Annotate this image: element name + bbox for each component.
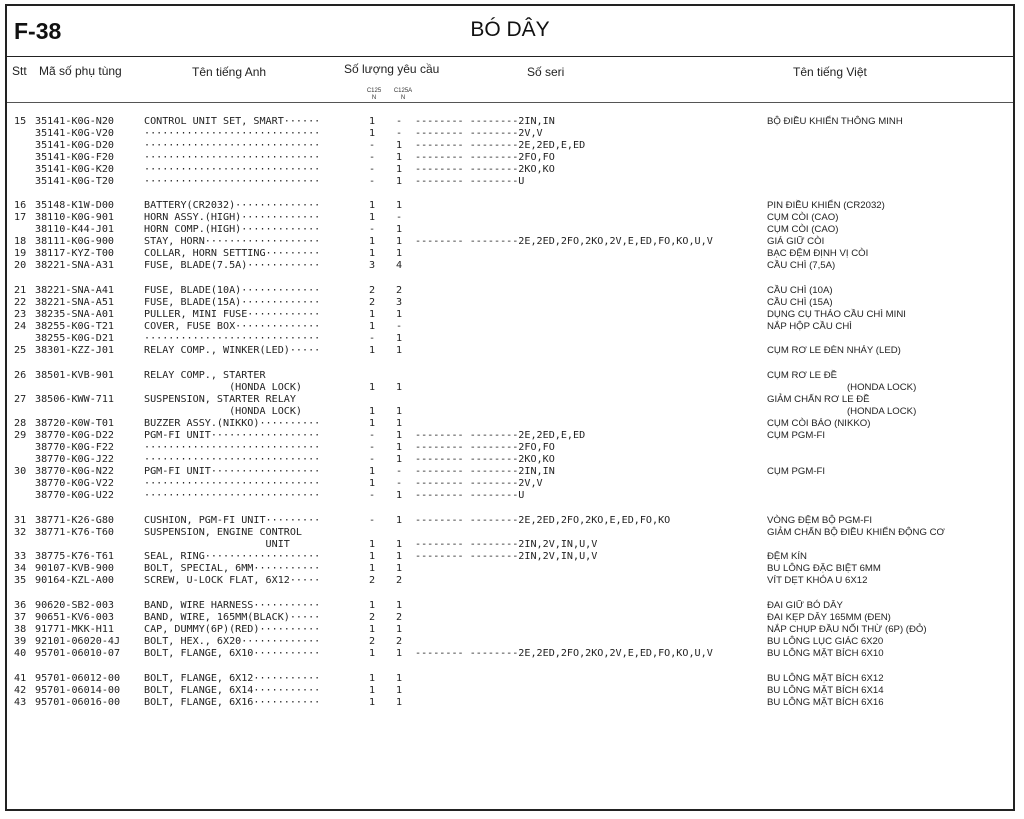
row-qty-c125a: - <box>396 128 403 139</box>
row-index: 17 <box>14 212 27 223</box>
row-part-number: 90107-KVB-900 <box>35 563 115 574</box>
row-vietnamese-name: CỤM CÒI (CAO) <box>767 212 839 223</box>
header-divider <box>7 102 1013 103</box>
row-qty-c125a: 1 <box>396 442 403 453</box>
row-index: 43 <box>14 697 27 708</box>
row-qty-c125a: 1 <box>396 333 403 344</box>
row-serial: -------- --------2IN,2V,IN,U,V <box>415 551 598 562</box>
row-qty-c125: 1 <box>369 685 376 696</box>
row-qty-c125a: 1 <box>396 430 403 441</box>
row-english-name: CUSHION, PGM-FI UNIT········· <box>144 515 321 526</box>
row-vietnamese-name: BU LÔNG MẶT BÍCH 6X14 <box>767 685 884 696</box>
row-english-name: BOLT, FLANGE, 6X16··········· <box>144 697 321 708</box>
column-header-part-number: Mã số phụ tùng <box>39 64 122 78</box>
row-index: 34 <box>14 563 27 574</box>
row-serial: -------- --------2KO,KO <box>415 164 555 175</box>
row-part-number: 38221-SNA-A31 <box>35 260 115 271</box>
row-english-name: RELAY COMP., WINKER(LED)····· <box>144 345 321 356</box>
row-vietnamese-name: ĐAI GIỮ BÓ DÂY <box>767 600 843 611</box>
row-index: 27 <box>14 394 27 405</box>
row-index: 35 <box>14 575 27 586</box>
row-vietnamese-name: CẦU CHÌ (10A) <box>767 285 833 296</box>
row-qty-c125: 1 <box>369 648 376 659</box>
row-index: 16 <box>14 200 27 211</box>
row-qty-c125: 1 <box>369 673 376 684</box>
row-qty-c125: 2 <box>369 636 376 647</box>
row-part-number: 35141-K0G-T20 <box>35 176 115 187</box>
column-header-serial: Số seri <box>527 65 565 79</box>
row-part-number: 38110-K44-J01 <box>35 224 115 235</box>
row-english-name: ····························· <box>144 128 321 139</box>
row-qty-c125a: 1 <box>396 685 403 696</box>
row-part-number: 35141-K0G-V20 <box>35 128 115 139</box>
row-qty-c125a: 1 <box>396 673 403 684</box>
row-qty-c125: 1 <box>369 128 376 139</box>
row-qty-c125a: 3 <box>396 297 403 308</box>
row-vietnamese-name: CỤM RƠ LE ĐÈN NHÁY (LED) <box>767 345 901 356</box>
row-qty-c125a: 1 <box>396 200 403 211</box>
row-qty-c125: 2 <box>369 575 376 586</box>
row-serial: -------- --------2V,V <box>415 128 543 139</box>
row-part-number: 35148-K1W-D00 <box>35 200 115 211</box>
row-qty-c125a: 1 <box>396 418 403 429</box>
row-vietnamese-name: PIN ĐIỀU KHIỂN (CR2032) <box>767 200 885 211</box>
column-header-qty-c125a <box>390 88 416 102</box>
row-qty-c125: 2 <box>369 285 376 296</box>
row-qty-c125a: 1 <box>396 563 403 574</box>
row-serial: -------- --------2E,2ED,E,ED <box>415 140 586 151</box>
row-index: 20 <box>14 260 27 271</box>
row-qty-c125: - <box>369 176 376 187</box>
row-qty-c125: 1 <box>369 466 376 477</box>
row-english-name: ····························· <box>144 490 321 501</box>
row-vietnamese-name: CỤM RƠ LE ĐỀ <box>767 370 838 381</box>
row-serial: -------- --------2E,2ED,2FO,2KO,2V,E,ED,FO,KO,U,V <box>415 236 713 247</box>
row-english-name: BOLT, FLANGE, 6X10··········· <box>144 648 321 659</box>
row-vietnamese-name: VÒNG ĐỆM BỘ PGM-FI <box>767 515 873 526</box>
row-english-name: BAND, WIRE HARNESS··········· <box>144 600 321 611</box>
row-part-number: 38301-KZZ-J01 <box>35 345 115 356</box>
row-english-name: UNIT <box>144 539 290 550</box>
row-part-number: 38770-K0G-V22 <box>35 478 115 489</box>
row-part-number: 38771-K26-G80 <box>35 515 115 526</box>
row-part-number: 38221-SNA-A51 <box>35 297 115 308</box>
row-qty-c125a: 1 <box>396 164 403 175</box>
row-index: 19 <box>14 248 27 259</box>
row-part-number: 38720-K0W-T01 <box>35 418 115 429</box>
row-english-name: FUSE, BLADE(10A)············· <box>144 285 321 296</box>
row-index: 30 <box>14 466 27 477</box>
row-index: 21 <box>14 285 27 296</box>
row-vietnamese-name: CẦU CHÌ (15A) <box>767 297 833 308</box>
row-qty-c125: 1 <box>369 697 376 708</box>
row-qty-c125a: - <box>396 212 403 223</box>
row-qty-c125: 1 <box>369 321 376 332</box>
row-vietnamese-name: BU LÔNG LỤC GIÁC 6X20 <box>767 636 884 647</box>
row-qty-c125: 1 <box>369 551 376 562</box>
row-part-number: 38770-K0G-J22 <box>35 454 115 465</box>
row-english-name: BOLT, FLANGE, 6X12··········· <box>144 673 321 684</box>
row-english-name: FUSE, BLADE(7.5A)············ <box>144 260 321 271</box>
row-english-name: COVER, FUSE BOX·············· <box>144 321 321 332</box>
row-part-number: 38771-K76-T60 <box>35 527 115 538</box>
row-serial: -------- --------2IN,IN <box>415 466 555 477</box>
row-index: 23 <box>14 309 27 320</box>
row-qty-c125: 1 <box>369 309 376 320</box>
row-qty-c125a: - <box>396 478 403 489</box>
row-english-name: PGM-FI UNIT·················· <box>144 430 321 441</box>
row-serial: -------- --------U <box>415 176 525 187</box>
row-vietnamese-name: ĐỆM KÍN <box>767 551 807 562</box>
row-english-name: BOLT, FLANGE, 6X14··········· <box>144 685 321 696</box>
row-qty-c125: 2 <box>369 297 376 308</box>
row-qty-c125: 1 <box>369 600 376 611</box>
row-english-name: PULLER, MINI FUSE············ <box>144 309 321 320</box>
row-qty-c125: - <box>369 442 376 453</box>
row-qty-c125a: 1 <box>396 345 403 356</box>
row-part-number: 38770-K0G-D22 <box>35 430 115 441</box>
row-part-number: 90620-SB2-003 <box>35 600 115 611</box>
row-part-number: 38110-K0G-901 <box>35 212 115 223</box>
row-vietnamese-name: (HONDA LOCK) <box>767 382 917 393</box>
row-index: 42 <box>14 685 27 696</box>
row-qty-c125a: 1 <box>396 539 403 550</box>
row-serial: -------- --------2E,2ED,2FO,2KO,2V,E,ED,FO,KO,U,V <box>415 648 713 659</box>
row-index: 33 <box>14 551 27 562</box>
row-qty-c125: - <box>369 140 376 151</box>
row-english-name: CONTROL UNIT SET, SMART······ <box>144 116 321 127</box>
row-english-name: ····························· <box>144 176 321 187</box>
row-vietnamese-name: VÍT DẸT KHÓA U 6X12 <box>767 575 868 586</box>
row-part-number: 38255-K0G-D21 <box>35 333 115 344</box>
row-qty-c125a: 2 <box>396 612 403 623</box>
row-qty-c125: - <box>369 224 376 235</box>
row-qty-c125a: - <box>396 466 403 477</box>
row-part-number: 35141-K0G-F20 <box>35 152 115 163</box>
row-serial: -------- --------2V,V <box>415 478 543 489</box>
row-english-name: BUZZER ASSY.(NIKKO)·········· <box>144 418 321 429</box>
column-header-stt: Stt <box>12 64 27 78</box>
row-qty-c125a: 1 <box>396 382 403 393</box>
row-serial: -------- --------2E,2ED,2FO,2KO,E,ED,FO,KO <box>415 515 671 526</box>
row-serial: -------- --------U <box>415 490 525 501</box>
row-qty-c125: 1 <box>369 418 376 429</box>
row-vietnamese-name: BẠC ĐỆM ĐỊNH VỊ CÒI <box>767 248 869 259</box>
row-vietnamese-name: GIẢM CHẤN RƠ LE ĐỀ <box>767 394 870 405</box>
row-part-number: 38501-KVB-901 <box>35 370 115 381</box>
column-header-english-name: Tên tiếng Anh <box>192 65 267 79</box>
row-english-name: ····························· <box>144 333 321 344</box>
row-qty-c125: - <box>369 515 376 526</box>
row-part-number: 38770-K0G-F22 <box>35 442 115 453</box>
row-part-number: 38235-SNA-A01 <box>35 309 115 320</box>
row-qty-c125a: 1 <box>396 406 403 417</box>
row-qty-c125: 1 <box>369 212 376 223</box>
row-english-name: SCREW, U-LOCK FLAT, 6X12····· <box>144 575 321 586</box>
row-qty-c125a: 1 <box>396 648 403 659</box>
row-english-name: BAND, WIRE, 165MM(BLACK)····· <box>144 612 321 623</box>
row-part-number: 90164-KZL-A00 <box>35 575 115 586</box>
row-index: 26 <box>14 370 27 381</box>
row-qty-c125: 1 <box>369 624 376 635</box>
row-english-name: FUSE, BLADE(15A)············· <box>144 297 321 308</box>
figure-code: F-38 <box>14 18 62 44</box>
column-header-qty-c125 <box>363 88 385 102</box>
row-english-name: STAY, HORN··················· <box>144 236 321 247</box>
row-english-name: HORN COMP.(HIGH)············· <box>144 224 321 235</box>
row-qty-c125a: - <box>396 116 403 127</box>
row-vietnamese-name: CỤM CÒI BÁO (NIKKO) <box>767 418 871 429</box>
row-qty-c125a: 2 <box>396 636 403 647</box>
row-vietnamese-name: CẦU CHÌ (7,5A) <box>767 260 836 271</box>
row-serial: -------- --------2IN,IN <box>415 116 555 127</box>
row-part-number: 95701-06012-00 <box>35 673 121 684</box>
row-vietnamese-name: BU LÔNG ĐẶC BIỆT 6MM <box>767 563 881 574</box>
row-qty-c125a: 4 <box>396 260 403 271</box>
row-part-number: 90651-KV6-003 <box>35 612 115 623</box>
row-english-name: ····························· <box>144 478 321 489</box>
row-english-name: ····························· <box>144 442 321 453</box>
row-part-number: 38775-K76-T61 <box>35 551 115 562</box>
row-part-number: 95701-06010-07 <box>35 648 121 659</box>
row-qty-c125: 1 <box>369 236 376 247</box>
row-index: 32 <box>14 527 27 538</box>
row-qty-c125: 1 <box>369 382 376 393</box>
row-qty-c125: - <box>369 164 376 175</box>
row-qty-c125: 2 <box>369 612 376 623</box>
row-qty-c125: - <box>369 454 376 465</box>
row-index: 18 <box>14 236 27 247</box>
row-vietnamese-name: NẮP HỘP CẦU CHÌ <box>767 321 852 332</box>
qty-c125a-model: C125A <box>393 88 413 94</box>
row-serial: -------- --------2FO,FO <box>415 442 555 453</box>
row-index: 38 <box>14 624 27 635</box>
row-qty-c125a: 1 <box>396 140 403 151</box>
row-vietnamese-name: BU LÔNG MẶT BÍCH 6X16 <box>767 697 884 708</box>
row-index: 31 <box>14 515 27 526</box>
row-vietnamese-name: BU LÔNG MẶT BÍCH 6X10 <box>767 648 884 659</box>
row-index: 25 <box>14 345 27 356</box>
parts-list-frame <box>5 4 1015 811</box>
row-serial: -------- --------2IN,2V,IN,U,V <box>415 539 598 550</box>
row-english-name: CAP, DUMMY(6P)(RED)·········· <box>144 624 321 635</box>
row-vietnamese-name: CỤM PGM-FI <box>767 430 826 441</box>
row-qty-c125a: 1 <box>396 224 403 235</box>
row-serial: -------- --------2KO,KO <box>415 454 555 465</box>
row-qty-c125: 1 <box>369 406 376 417</box>
row-part-number: 38506-KWW-711 <box>35 394 115 405</box>
row-english-name: COLLAR, HORN SETTING········· <box>144 248 321 259</box>
row-english-name: SEAL, RING··················· <box>144 551 321 562</box>
row-part-number: 38117-KYZ-T00 <box>35 248 115 259</box>
row-qty-c125: 1 <box>369 345 376 356</box>
row-qty-c125a: 2 <box>396 575 403 586</box>
row-qty-c125: - <box>369 333 376 344</box>
row-qty-c125a: 1 <box>396 152 403 163</box>
row-qty-c125a: 1 <box>396 454 403 465</box>
row-qty-c125: - <box>369 152 376 163</box>
row-qty-c125: 1 <box>369 116 376 127</box>
row-english-name: BOLT, HEX., 6X20············· <box>144 636 321 647</box>
row-part-number: 38770-K0G-U22 <box>35 490 115 501</box>
row-english-name: ····························· <box>144 454 321 465</box>
row-part-number: 38221-SNA-A41 <box>35 285 115 296</box>
row-qty-c125a: 1 <box>396 600 403 611</box>
row-qty-c125a: 1 <box>396 624 403 635</box>
row-qty-c125a: 1 <box>396 490 403 501</box>
row-part-number: 92101-06020-4J <box>35 636 121 647</box>
row-english-name: (HONDA LOCK) <box>144 382 303 393</box>
row-index: 36 <box>14 600 27 611</box>
row-qty-c125: 1 <box>369 539 376 550</box>
row-vietnamese-name: CỤM PGM-FI <box>767 466 826 477</box>
row-index: 22 <box>14 297 27 308</box>
row-english-name: ····························· <box>144 140 321 151</box>
row-qty-c125a: 1 <box>396 236 403 247</box>
qty-c125a-variant: N <box>400 95 406 101</box>
row-index: 39 <box>14 636 27 647</box>
row-qty-c125: 3 <box>369 260 376 271</box>
page-title: BÓ DÂY <box>470 18 550 41</box>
row-qty-c125: - <box>369 490 376 501</box>
row-qty-c125: 1 <box>369 200 376 211</box>
row-qty-c125: 1 <box>369 563 376 574</box>
row-vietnamese-name: (HONDA LOCK) <box>767 406 917 417</box>
row-vietnamese-name: NẮP CHỤP ĐẦU NỐI THỪ (6P) (ĐỎ) <box>767 624 927 635</box>
row-part-number: 35141-K0G-D20 <box>35 140 115 151</box>
row-vietnamese-name: BU LÔNG MẶT BÍCH 6X12 <box>767 673 884 684</box>
row-part-number: 35141-K0G-N20 <box>35 116 115 127</box>
row-qty-c125a: 2 <box>396 285 403 296</box>
row-part-number: 91771-MKK-H11 <box>35 624 115 635</box>
title-bar <box>7 6 1013 57</box>
row-qty-c125a: 1 <box>396 697 403 708</box>
row-serial: -------- --------2FO,FO <box>415 152 555 163</box>
row-english-name: BOLT, SPECIAL, 6MM··········· <box>144 563 321 574</box>
row-english-name: BATTERY(CR2032)·············· <box>144 200 321 211</box>
column-header-vietnamese-name: Tên tiếng Việt <box>793 65 867 79</box>
row-index: 40 <box>14 648 27 659</box>
row-part-number: 38111-K0G-900 <box>35 236 115 247</box>
row-english-name: (HONDA LOCK) <box>144 406 303 417</box>
column-header-quantity: Số lượng yêu cầu <box>344 62 440 76</box>
row-vietnamese-name: ĐAI KẸP DÂY 165MM (ĐEN) <box>767 612 891 623</box>
row-index: 37 <box>14 612 27 623</box>
row-index: 41 <box>14 673 27 684</box>
row-english-name: HORN ASSY.(HIGH)············· <box>144 212 321 223</box>
row-english-name: ····························· <box>144 164 321 175</box>
row-index: 24 <box>14 321 27 332</box>
row-english-name: SUSPENSION, STARTER RELAY <box>144 394 296 405</box>
row-index: 29 <box>14 430 27 441</box>
row-vietnamese-name: GIẢM CHẤN BỘ ĐIỀU KHIỂN ĐỘNG CƠ <box>767 527 945 538</box>
row-qty-c125: 1 <box>369 478 376 489</box>
row-english-name: PGM-FI UNIT·················· <box>144 466 321 477</box>
row-vietnamese-name: GIÁ GIỮ CÒI <box>767 236 825 247</box>
row-part-number: 95701-06014-00 <box>35 685 121 696</box>
row-qty-c125a: 1 <box>396 515 403 526</box>
row-vietnamese-name: CỤM CÒI (CAO) <box>767 224 839 235</box>
row-vietnamese-name: DỤNG CỤ THÁO CẦU CHÌ MINI <box>767 309 906 320</box>
row-vietnamese-name: BỘ ĐIỀU KHIỂN THÔNG MINH <box>767 116 903 127</box>
row-qty-c125a: - <box>396 321 403 332</box>
row-index: 28 <box>14 418 27 429</box>
qty-c125-model: C125 <box>366 88 382 94</box>
row-part-number: 95701-06016-00 <box>35 697 121 708</box>
row-qty-c125: - <box>369 430 376 441</box>
row-part-number: 35141-K0G-K20 <box>35 164 115 175</box>
row-qty-c125a: 1 <box>396 309 403 320</box>
qty-c125-variant: N <box>371 95 377 101</box>
row-qty-c125a: 1 <box>396 176 403 187</box>
row-index: 15 <box>14 116 27 127</box>
row-qty-c125a: 1 <box>396 551 403 562</box>
row-part-number: 38255-K0G-T21 <box>35 321 115 332</box>
row-serial: -------- --------2E,2ED,E,ED <box>415 430 586 441</box>
row-english-name: RELAY COMP., STARTER <box>144 370 266 381</box>
row-qty-c125a: 1 <box>396 248 403 259</box>
row-english-name: ····························· <box>144 152 321 163</box>
row-part-number: 38770-K0G-N22 <box>35 466 115 477</box>
row-english-name: SUSPENSION, ENGINE CONTROL <box>144 527 303 538</box>
row-qty-c125: 1 <box>369 248 376 259</box>
